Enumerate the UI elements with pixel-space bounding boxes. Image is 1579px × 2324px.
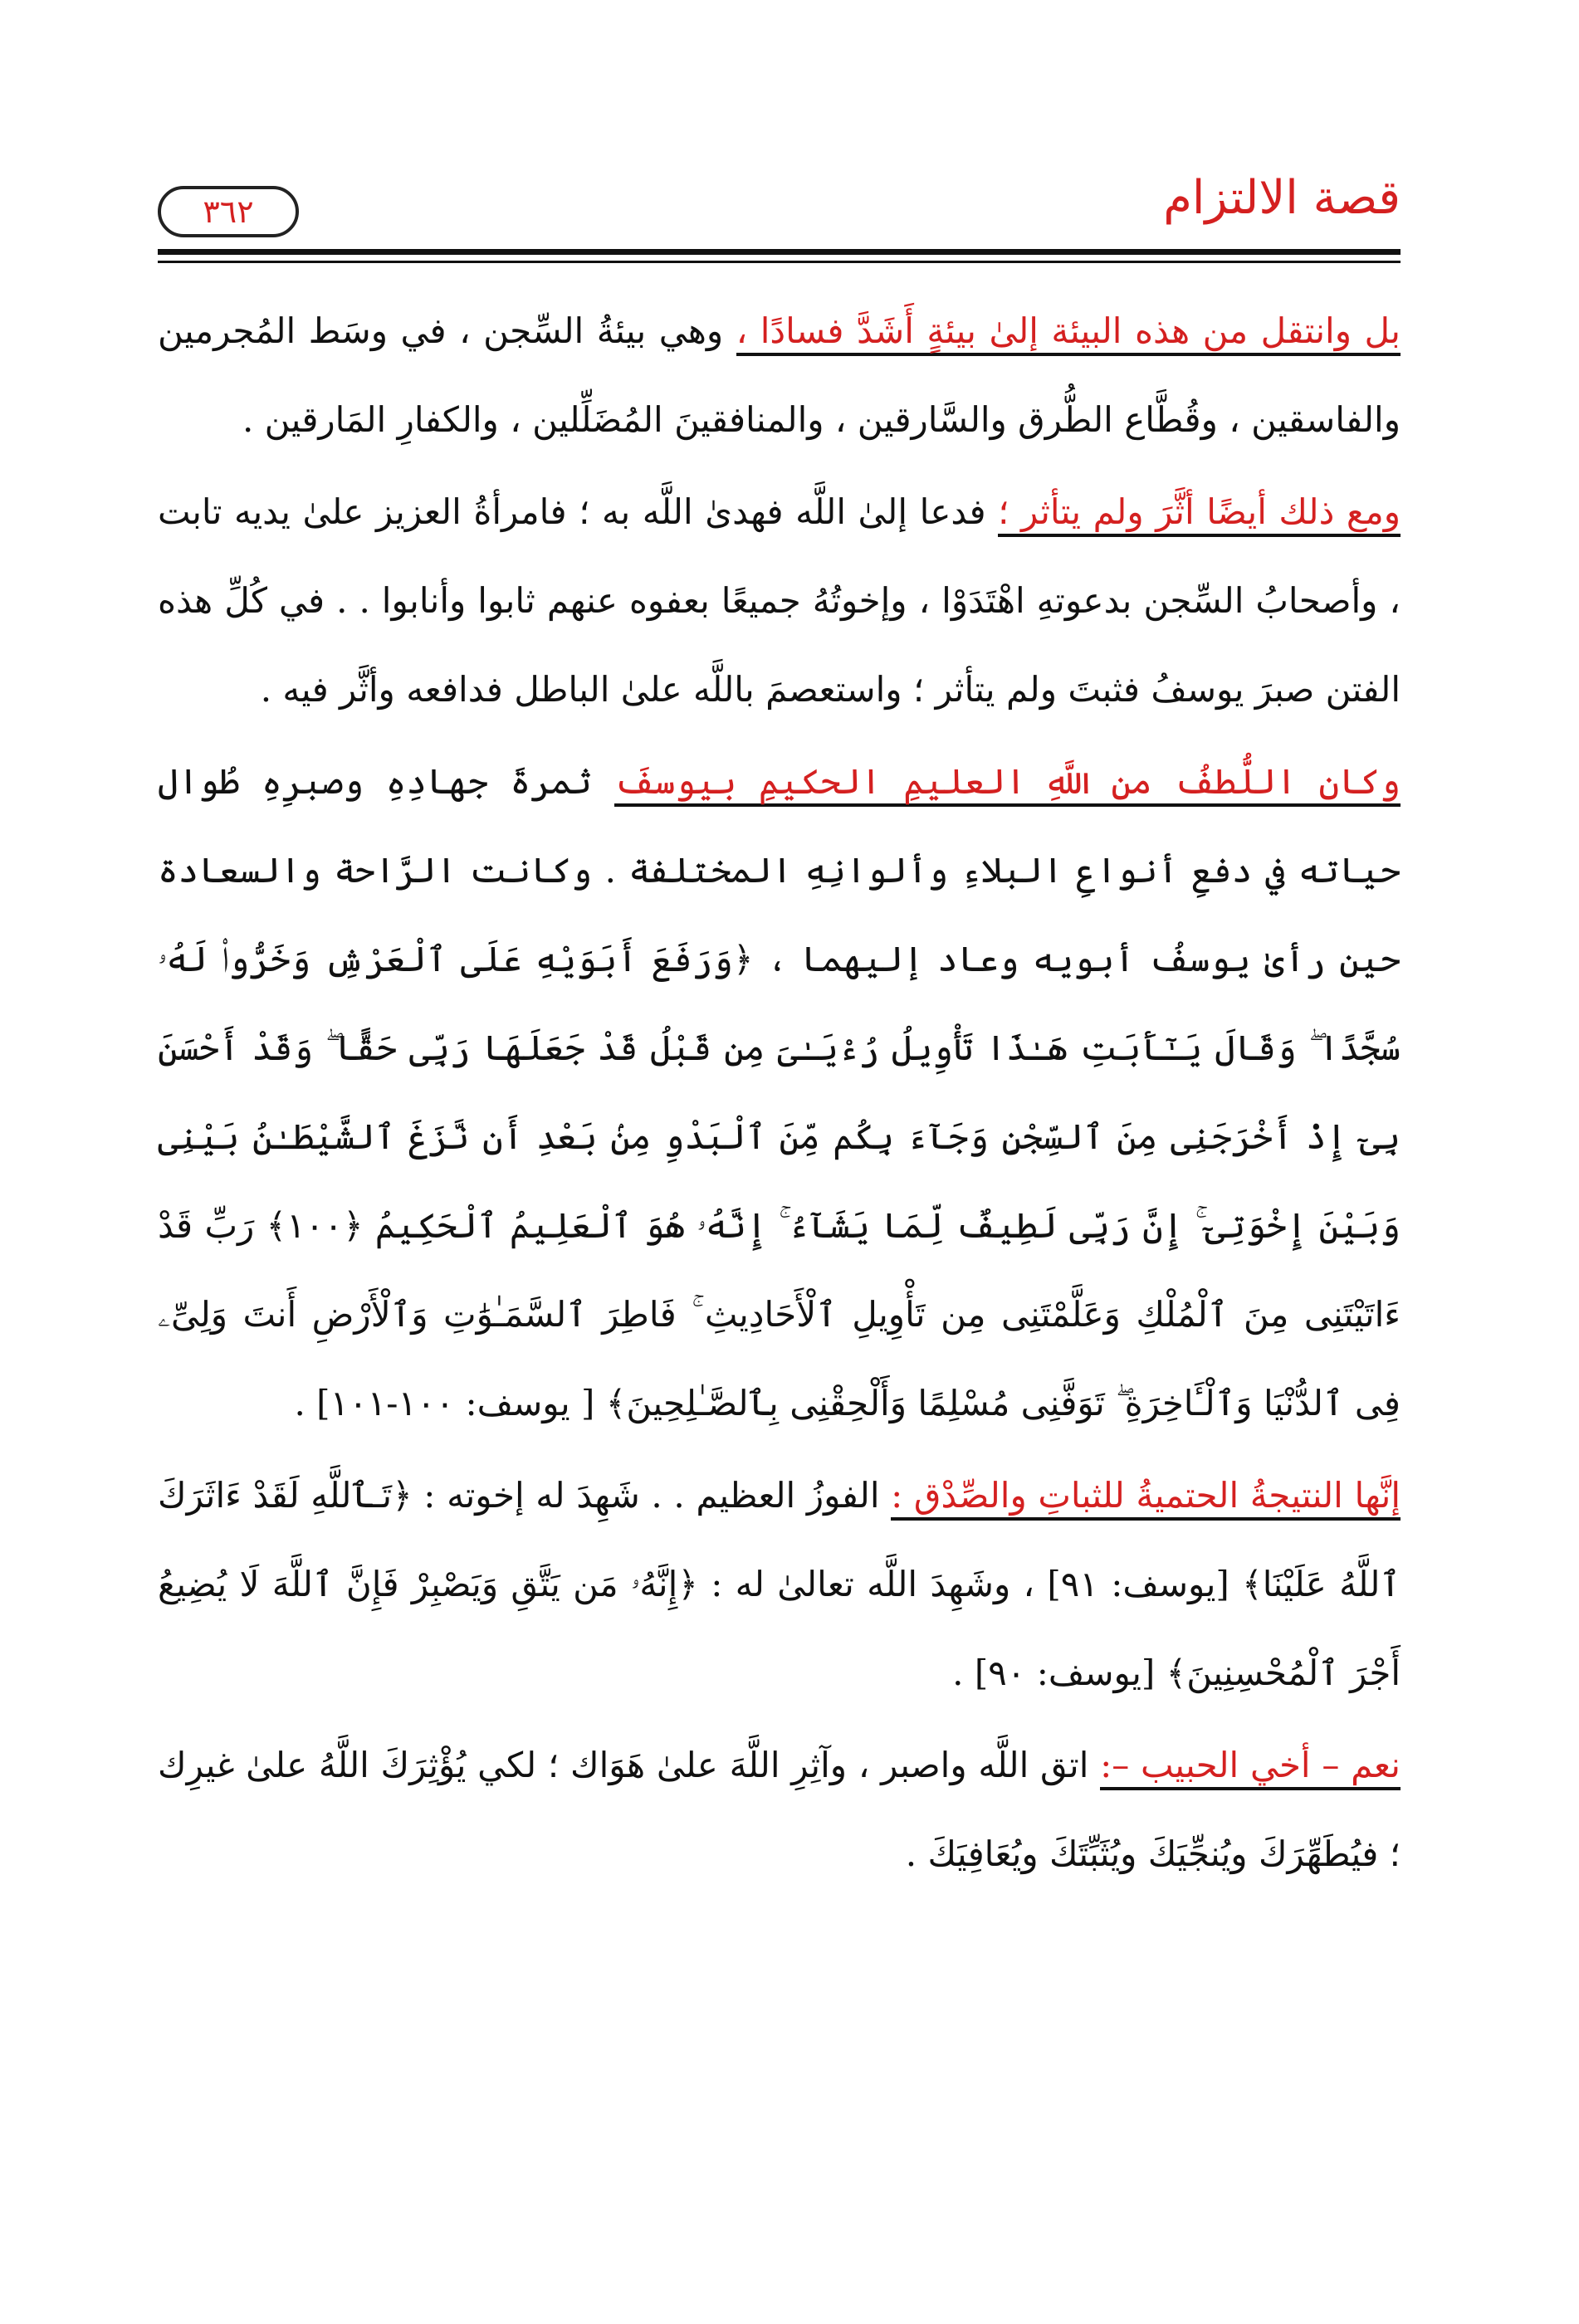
paragraph-body: اتق اللَّه واصبر ، وآثِرِ اللَّهَ علىٰ هَوَاك ؛ لكي يُؤْثِرَكَ اللَّهُ علىٰ غيرِك ؛ فيُطَهِّرَكَ ويُنجِّيَكَ ويُثَبِّتَكَ ويُعَافِيَكَ . [158, 1745, 1401, 1874]
running-title: قصة الالتزام [1163, 171, 1401, 225]
paragraph-5 [158, 1721, 1401, 1898]
paragraph-lead: وكان اللُّطفُ من اللَّهِ العليمِ الحكيمِ بيوسفَ [614, 761, 1401, 807]
paragraph-lead: نعم – أخي الحبيب –: [1100, 1745, 1401, 1790]
page-content [158, 286, 1401, 1902]
paragraph-lead: ومع ذلك أيضًا أثَّرَ ولم يتأثر ؛ [998, 491, 1401, 537]
paragraph-1 [158, 286, 1401, 464]
paragraph-4 [158, 1451, 1401, 1717]
header-rule-thick [158, 249, 1401, 255]
paragraph-body: ثمرةَ جهادِهِ وصبرِهِ طُوال حياته في دفعِ أنواعِ البلاءِ وألوانِهِ المختلفة . وكانت الرَّاحة والسعادة حين رأىٰ يوسفُ أبويه وعاد إليهما ، ﴿وَرَفَعَ أَبَوَيْهِ عَلَى ٱلْعَرْشِ وَخَرُّوا۟ لَهُۥ سُجَّدًا ۖ وَقَالَ يَـٰٓأَبَتِ هَـٰذَا تَأْوِيلُ رُءْيَـٰىَ مِن قَبْلُ قَدْ جَعَلَهَا رَبِّى حَقًّا ۖ وَقَدْ أَحْسَنَ بِىٓ إِذْ أَخْرَجَنِى مِنَ ٱلسِّجْنِ وَجَآءَ بِكُم مِّنَ ٱلْبَدْوِ مِنۢ بَعْدِ أَن نَّزَغَ ٱلشَّيْطَـٰنُ بَيْنِى وَبَيْنَ إِخْوَتِىٓ ۚ إِنَّ رَبِّى لَطِيفٌ لِّمَا يَشَآءُ ۚ إِنَّهُۥ هُوَ ٱلْعَلِيمُ ٱلْحَكِيمُ ﴿١٠٠﴾ رَبِّ قَدْ ءَاتَيْتَنِى مِنَ ٱلْمُلْكِ وَعَلَّمْتَنِى مِن تَأْوِيلِ ٱلْأَحَادِيثِ ۚ فَاطِرَ ٱلسَّمَـٰوَٰتِ وَٱلْأَرْضِ أَنتَ وَلِىِّۦ فِى ٱلدُّنْيَا وَٱلْـَٔاخِرَةِ ۖ تَوَفَّنِى مُسْلِمًا وَأَلْحِقْنِى بِٱلصَّـٰلِحِينَ﴾ [ يوسف: ١٠٠-١٠١] . [158, 761, 1401, 1423]
paragraph-body: الفوزُ العظيم . . شَهِدَ له إخوته : ﴿تَـٱللَّهِ لَقَدْ ءَاثَرَكَ ٱللَّهُ عَلَيْنَا﴾ [يوسف: ٩١] ، وشَهِدَ اللَّه تعالىٰ له : ﴿إِنَّهُۥ مَن يَتَّقِ وَيَصْبِرْ فَإِنَّ ٱللَّهَ لَا يُضِيعُ أَجْرَ ٱلْمُحْسِنِينَ﴾ [يوسف: ٩٠] . [158, 1475, 1401, 1693]
paragraph-body: وهي بيئةُ السِّجن ، في وسَط المُجرمين والفاسقين ، وقُطَّاع الطُّرق والسَّارقين ، والمنافقينَ المُضَلِّلين ، والكفارِ المَارقين . [158, 310, 1401, 440]
paragraph-lead: بل وانتقل من هذه البيئة إلىٰ بيئةٍ أَشَدَّ فسادًا ، [736, 310, 1401, 356]
paragraph-3 [158, 737, 1401, 1448]
page-header [158, 149, 1401, 249]
header-rule-thin [158, 261, 1401, 263]
paragraph-lead: إنَّها النتيجةُ الحتميةُ للثباتِ والصِّدْق : [891, 1475, 1401, 1521]
page-number: ٣٦٢ [158, 186, 299, 237]
paragraph-2 [158, 467, 1401, 734]
paragraph-body: فدعا إلىٰ اللَّه فهدىٰ اللَّه به ؛ فامرأةُ العزيز علىٰ يديه تابت ، وأصحابُ السِّجن بدعوتهِ اهْتَدَوْا ، وإخوتُهُ جميعًا بعفوه عنهم ثابوا وأنابوا . . في كُلِّ هذه الفتن صبرَ يوسفُ فثبتَ ولم يتأثر ؛ واستعصمَ باللَّه علىٰ الباطل فدافعه وأثَّر فيه . [158, 491, 1401, 710]
